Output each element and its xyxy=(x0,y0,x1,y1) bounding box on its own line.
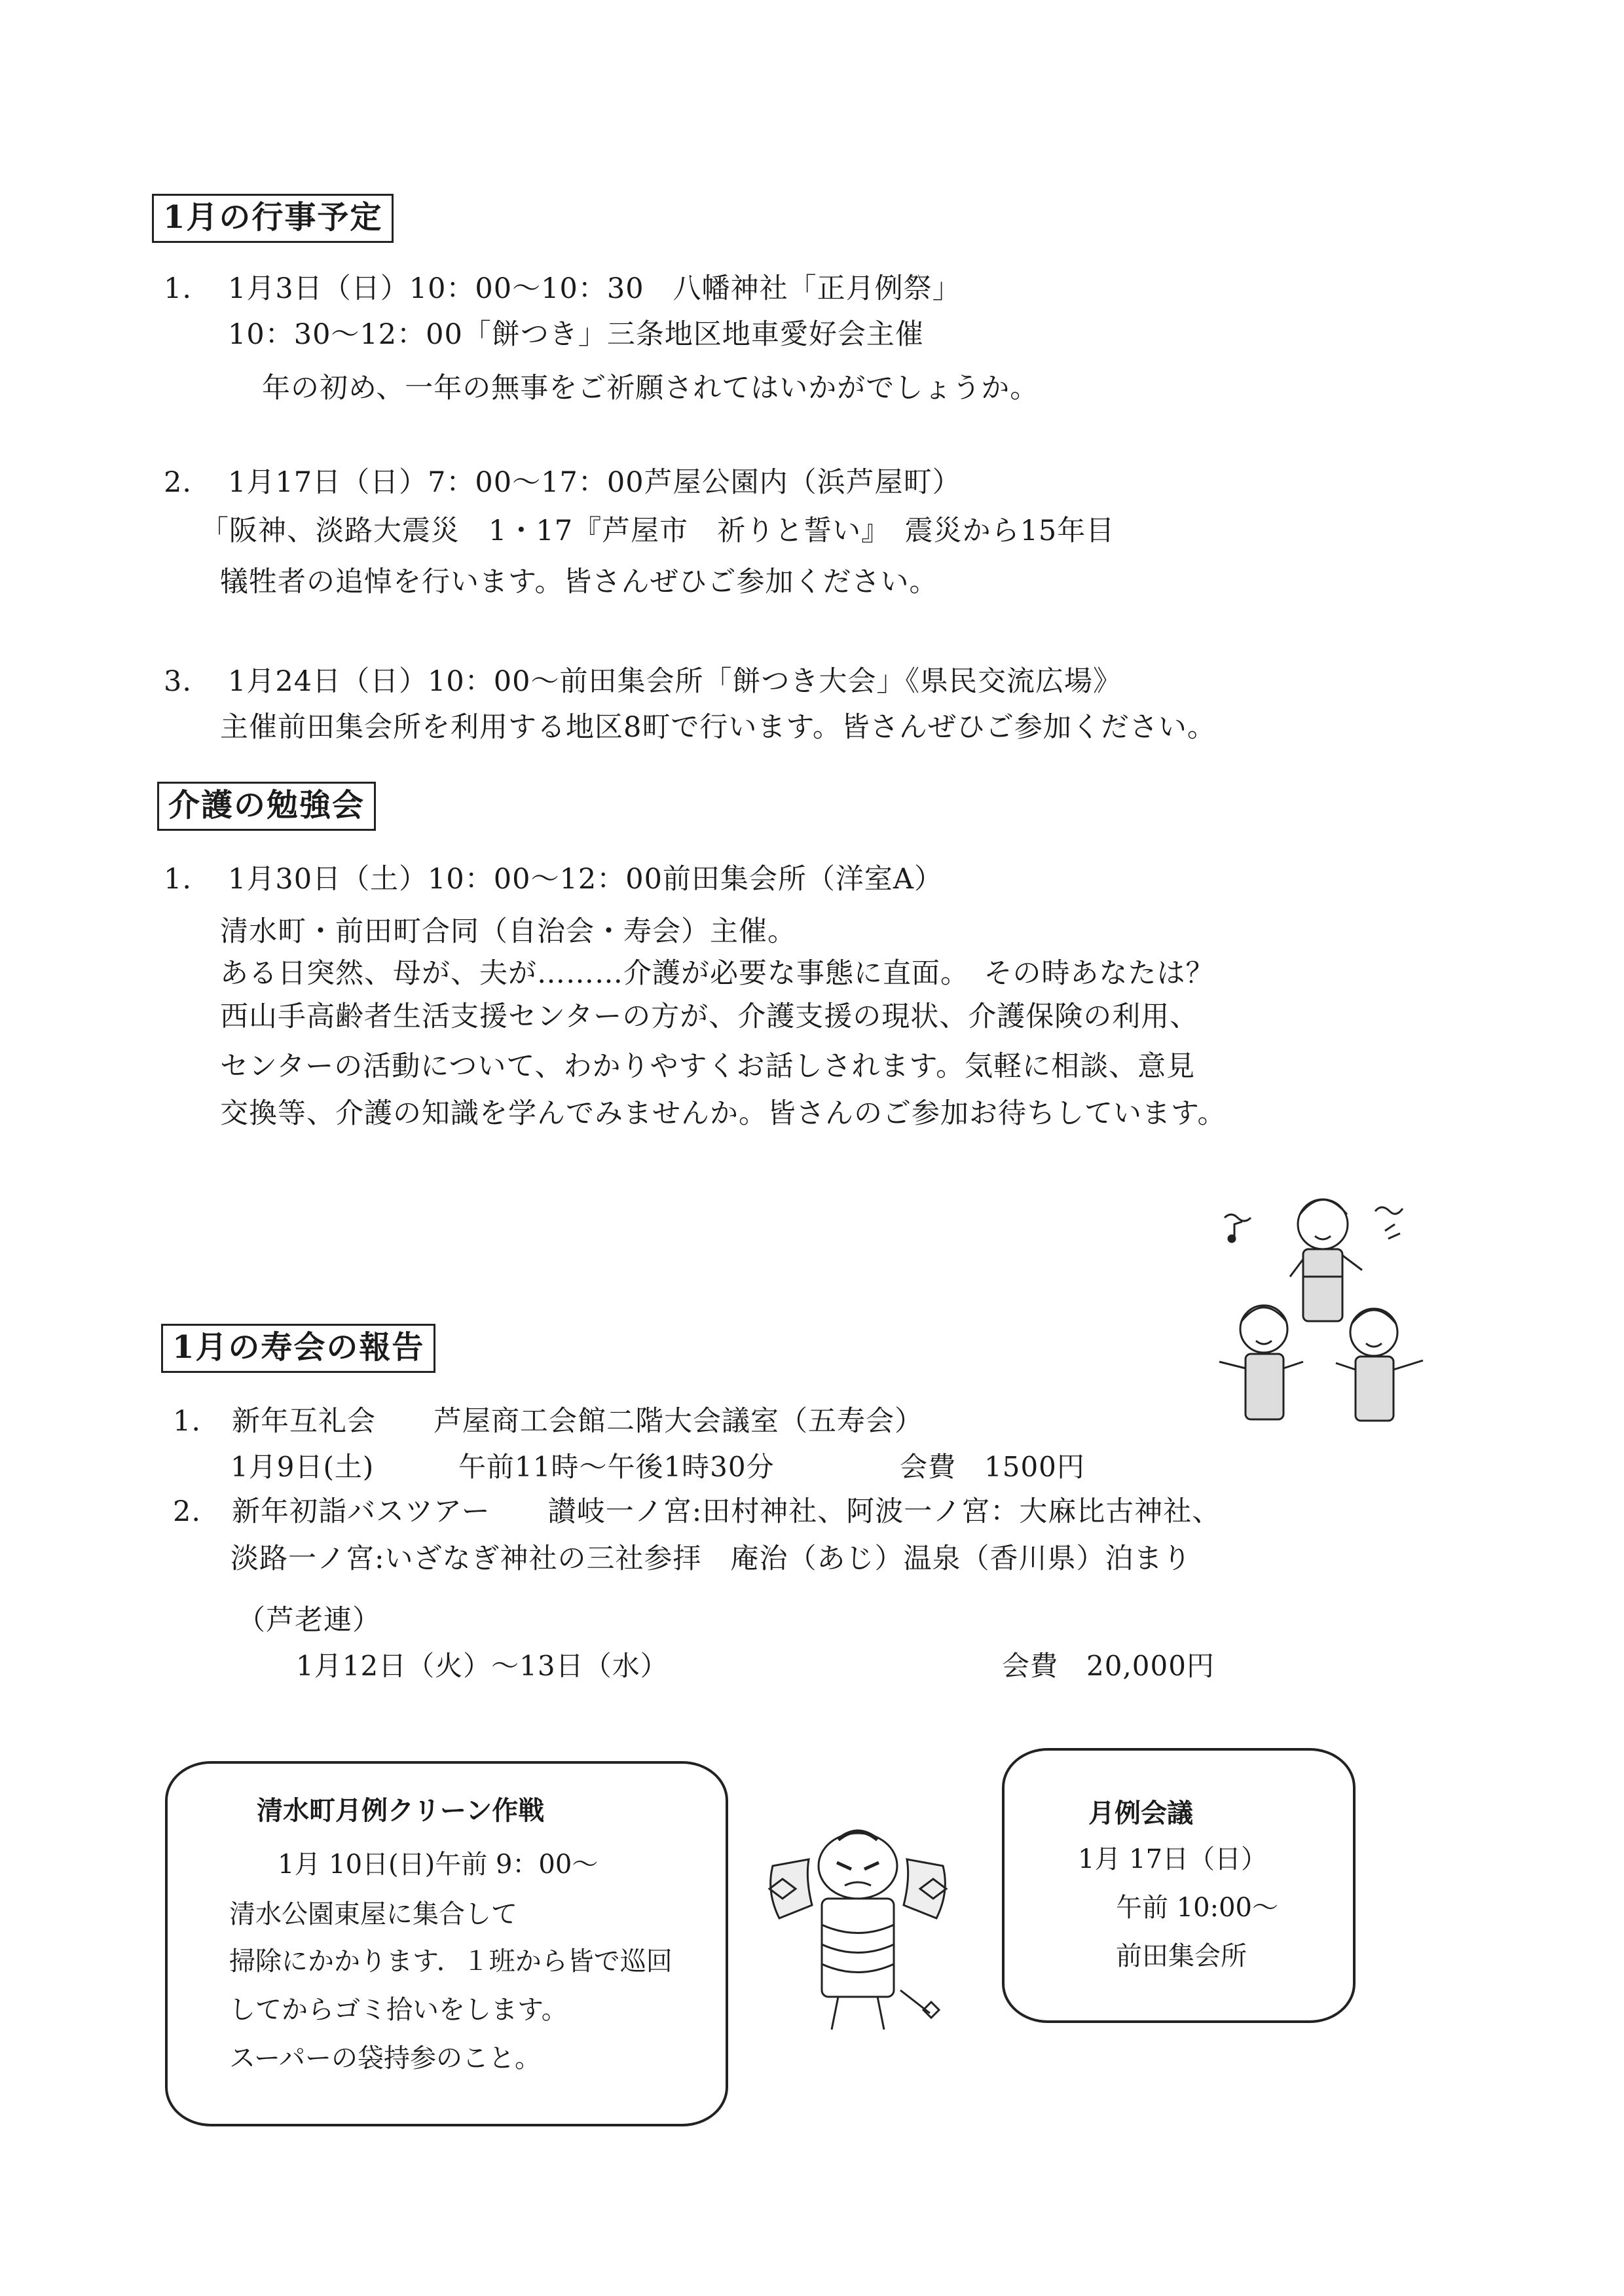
kabuki-figure-illustration xyxy=(760,1827,956,2043)
report-1-number: 1. xyxy=(173,1405,202,1438)
report-2-number: 2. xyxy=(173,1495,202,1528)
care-line-3: ある日突然、母が、夫が………介護が必要な事態に直面。 その時あなたは？ xyxy=(220,957,1215,990)
care-line-5: センターの活動について、わかりやすくお話しされます。気軽に相談、意見 xyxy=(220,1050,1196,1083)
singing-children-illustration xyxy=(1211,1178,1428,1427)
care-line-1: 1. 1月30日（土）10：00～12：00前田集会所（洋室A） xyxy=(164,863,943,896)
event-2-line-2: 「阪神、淡路大震災 1・17『芦屋市 祈りと誓い』 震災から15年目 xyxy=(200,515,1115,547)
meeting-notice-line-2: 午前 10:00～ xyxy=(1116,1893,1278,1923)
section-title-january-report: 1月の寿会の報告 xyxy=(161,1324,435,1373)
care-line-2: 清水町・前田町合同（自治会・寿会）主催。 xyxy=(220,915,796,948)
cleanup-notice-line-2: 清水公園東屋に集合して xyxy=(229,1899,517,1929)
event-3-line-1: 3. 1月24日（日）10：00～前田集会所「餅つき大会」《県民交流広場》 xyxy=(164,665,1122,698)
report-1-fee: 会費 1500円 xyxy=(900,1451,1085,1483)
meeting-notice-line-3: 前田集会所 xyxy=(1116,1941,1247,1971)
meeting-notice-box xyxy=(1002,1748,1356,2023)
cleanup-notice-box xyxy=(165,1761,728,2126)
event-2-line-1: 2. 1月17日（日）7：00～17：00芦屋公園内（浜芦屋町） xyxy=(164,466,961,499)
event-3-number: 3. xyxy=(164,665,193,698)
report-2-fee: 会費 20,000円 xyxy=(1002,1650,1215,1682)
care-line-4: 西山手高齢者生活支援センターの方が、介護支援の現状、介護保険の利用、 xyxy=(220,1000,1199,1033)
meeting-notice-line-1: 1月 17日（日） xyxy=(1078,1844,1268,1874)
report-2-line-3: （芦老連） xyxy=(237,1604,381,1637)
report-2-date: 1月12日（火）～13日（水） xyxy=(296,1650,669,1682)
section-title-january-events: 1月の行事予定 xyxy=(152,194,394,243)
report-1-line-2 xyxy=(231,1451,374,1484)
event-3-line-2: 主催前田集会所を利用する地区8町で行います。皆さんぜひご参加ください。 xyxy=(220,711,1216,744)
event-1-line-2: 10：30～12：00「餅つき」三条地区地車愛好会主催 xyxy=(228,318,924,351)
event-2-line-3: 犠牲者の追悼を行います。皆さんぜひご参加ください。 xyxy=(220,566,938,598)
report-1-time: 午前11時～午後1時30分 xyxy=(458,1451,775,1483)
event-1-line-3: 年の初め、一年の無事をご祈願されてはいかがでしょうか。 xyxy=(262,372,1039,405)
cleanup-notice-line-3: 掃除にかかります．１班から皆で巡回 xyxy=(229,1946,673,1977)
event-2-number: 2. xyxy=(164,466,193,499)
report-2-line-2: 淡路一ノ宮:いざなぎ神社の三社参拝 庵治（あじ）温泉（香川県）泊まり xyxy=(231,1542,1192,1575)
report-1-date: 1月9日(土) xyxy=(231,1451,375,1483)
event-1-number: 1. xyxy=(164,272,193,305)
section-title-care-study: 介護の勉強会 xyxy=(157,782,376,831)
report-1-line-1: 1. 新年互礼会 芦屋商工会館二階大会議室（五寿会） xyxy=(173,1405,923,1438)
care-number: 1. xyxy=(164,863,193,896)
cleanup-notice-line-1: 1月 10日(日)午前 9：00～ xyxy=(278,1850,599,1880)
cleanup-notice-line-5: スーパーの袋持参のこと。 xyxy=(229,2043,541,2073)
cleanup-notice-line-4: してからゴミ拾いをします。 xyxy=(229,1995,568,2025)
report-2-line-1: 2. 新年初詣バスツアー 讃岐一ノ宮:田村神社、阿波一ノ宮：大麻比古神社、 xyxy=(173,1495,1221,1528)
care-line-6: 交換等、介護の知識を学んでみませんか。皆さんのご参加お待ちしています。 xyxy=(220,1097,1227,1130)
meeting-notice-title: 月例会議 xyxy=(1088,1798,1193,1829)
event-1-line-1: 1. 1月3日（日）10：00～10：30 八幡神社「正月例祭」 xyxy=(164,272,961,305)
cleanup-notice-title: 清水町月例クリーン作戦 xyxy=(257,1795,545,1826)
